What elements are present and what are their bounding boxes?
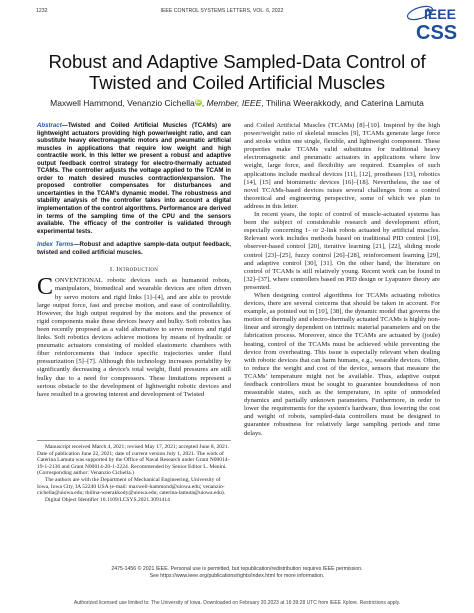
title-line-1: Robust and Adaptive Sampled-Data Control of <box>48 51 426 72</box>
intro-paragraph <box>37 274 231 398</box>
right-paragraph-1: and Coiled Artificial Muscles (TCAMs) [8]–[10]. Inspired by the high power/weight ratio of skeletal muscles [9], TCAMs generate large force and stroke within one single, flexible, and lightweight component. These properties make TCAMs valid substitutes for traditional heavy electromagnetic and pneumatic actuators in applications where low weight, large force, and flexibility are required. Examples of such applications include medical devices [11], [12], prostheses [13], robotics [14], [15] and biomimetic devices [16]–[18]. Nevertheless, the use of novel TCAMs-based devices raises several challenges from a control theoretical and engineering perspective, some of which we plan to address in this letter. <box>244 122 440 210</box>
license-notice: Authorized licensed use limited to: The University of Iowa. Downloaded on February 20,2023 at 16:39:28 UTC from IEEE Xplore. Restrictions apply. <box>73 600 401 606</box>
logo-css-text: CSS <box>416 22 458 44</box>
section-title: Introduction <box>116 266 159 274</box>
section-heading <box>37 266 231 274</box>
page-number: 1232 <box>36 8 48 14</box>
running-header <box>36 8 408 18</box>
intro-text: robotic devices such as humanoid robots, manipulators, biomedical and wearable devices are often driven by servo motors and rigid links [1]–[4], and are able to provide large output force, fast and precise motion, and ease of controllability. However, the high output required by the motors and the presence of rigid components make these devices heavy and bulky. Soft robotics has been recently proposed as a valid alternative to servo motors and rigid links. Soft robotics devices achieve motions by means of hydraulic or pneumatic actuators consisting of molded elastomeric chambers with fiber reinforcements that induce specific trajectories under fluid pressurization [5]–[7]. Although this technology increases portability by significantly decreasing a device's total weight, fluid pressures are still bulky due to a need for compressors. These limitations represent a serious obstacle to the development of lightweight robotic devices and have resulted in a growing interest and development of Twisted <box>37 277 231 398</box>
right-column <box>244 122 440 438</box>
right-paragraph-3: When designing control algorithms for TCAMs actuating robotics devices, there are several concerns that should be taken in account. For example, as pointed out in [10], [38], the dynamic model that governs the motion of thermally and electro-thermally actuated TCAMs is highly non-linear and strongly dependent on intrinsic material parameters and on the fabrication process. Moreover, since the TCAMs are actuated by (joule) heating, control of the TCAMs must be achieved while preventing the device from overheating. This issue is especially relevant when dealing with robotic devices that can harm humans, e.g., wearable devices. Often, to reduce the weight and cost of the device, sensors that measure the TCAMs' temperature might not be available. Thus, adaptive output feedback controllers must be sought to guarantee boundedness of non measurable states, such as the temperature, in spite of unmodeled dynamics and partially unknown parameters. Furthermore, in order to lower the requirements for the system's hardware, thus lowering the cost and weight of robots, sampled-data controllers must be designed to guarantee robustness for relatively large sampling periods and time delays. <box>244 291 440 437</box>
author-line <box>22 98 452 108</box>
index-terms-lead: Index Terms <box>37 241 74 249</box>
abstract-text: —Twisted and Coiled Artificial Muscles (TCAMs) are lightweight actuators providing high power/weight ratio, and can substitute heavy electromagnetic motors and pneumatic artificial muscles in applications that require low weight and high contractile work. In this letter we present a robust and adaptive output feedback control strategy for electro-thermally actuated TCAMs. The controller adjusts the voltage applied to the TCAM in order to match desired muscles contraction/expansion. The proposed controller compensates for disturbances and uncertainties in the TCAM's dynamic model. The robustness and stability analysis of the controller takes into account a digital implementation of the control algorithms. Performance are derived in terms of the sampling time of the CPU and the sensors available. The efficacy of the controller is validated through experimental tests. <box>37 122 231 235</box>
footnote-manuscript: Manuscript received March 4, 2021; revised May 17, 2021; accepted June 8, 2021. Date of publication June 22, 2021; date of current version July 1, 2021. The work of Caterina Lamuta was supported by the Office of Naval Research under Grant N00014-19-1-2136 and Grant N00014-20-1-2224. Recommended by Senior Editor L. Menini. (Corresponding author: Venanzio Cichella.) <box>37 444 230 477</box>
copyright-notice <box>22 566 452 579</box>
footnote-doi: Digital Object Identifier 10.1109/LCSYS.2021.3091414 <box>45 496 170 503</box>
journal-name: IEEE CONTROL SYSTEMS LETTERS, VOL. 6, 2022 <box>160 8 284 14</box>
paper-title <box>22 51 452 93</box>
authors-ieee-membership: Member, IEEE <box>206 98 262 108</box>
right-paragraph-2: In recent years, the topic of control of muscle-actuated systems has been the subject of considerable research and development effort, especially concerning 1- or 2-link robots actuated by artificial muscles. Relevant work includes methods based on traditional PID control [19], observer-based control [20], iterative learning [21], [22], sliding mode control [23]–[25], fuzzy control [26]–[28], reinforcement learning [29], and adaptive control [30], [31]. On the other hand, the literature on control of TCAMs is still relatively young. Recent work can be found in [32]–[37], where controllers based on PID design or Lyapunov theory are presented. <box>244 211 440 291</box>
section-number: I. <box>109 266 117 274</box>
copyright-line-1: 2475-1456 © 2021 IEEE. Personal use is permitted, but republication/redistribution requires IEEE permission. <box>111 566 363 572</box>
abstract-lead: Abstract <box>37 122 62 129</box>
left-column <box>37 122 231 399</box>
index-terms <box>37 241 231 256</box>
footnote <box>37 440 231 503</box>
footnote-affiliation: The authors are with the Department of Mechanical Engineering, University of Iowa, Iowa City, IA 52240 USA (e-mail: maxwell-hammond@uiowa.edu; venanzio-cichella@uiowa.edu; thilina-weerakkody@uiowa.edu; caterina-lamuta@uiowa.edu). <box>37 476 226 497</box>
drop-cap: C <box>37 274 54 301</box>
orcid-icon[interactable]: iD <box>195 99 201 105</box>
title-line-2: Twisted and Coiled Artificial Muscles <box>89 72 385 93</box>
intro-caps-word: ONVENTIONAL <box>55 277 103 285</box>
authors-part-1: Maxwell Hammond, Venanzio Cichella <box>50 98 195 108</box>
ieee-css-logo <box>404 2 466 44</box>
index-terms-text: —Robust and adaptive sample-data output feedback, twisted and coiled artificial muscles. <box>37 241 231 256</box>
copyright-line-2: See https://www.ieee.org/publications/rights/index.html for more information. <box>149 572 325 579</box>
authors-part-3: , Thilina Weerakkody, and Caterina Lamuta <box>261 98 424 108</box>
authors-part-2: , <box>201 98 207 108</box>
abstract <box>37 122 231 235</box>
logo-ieee-text: IEEE <box>424 6 456 22</box>
